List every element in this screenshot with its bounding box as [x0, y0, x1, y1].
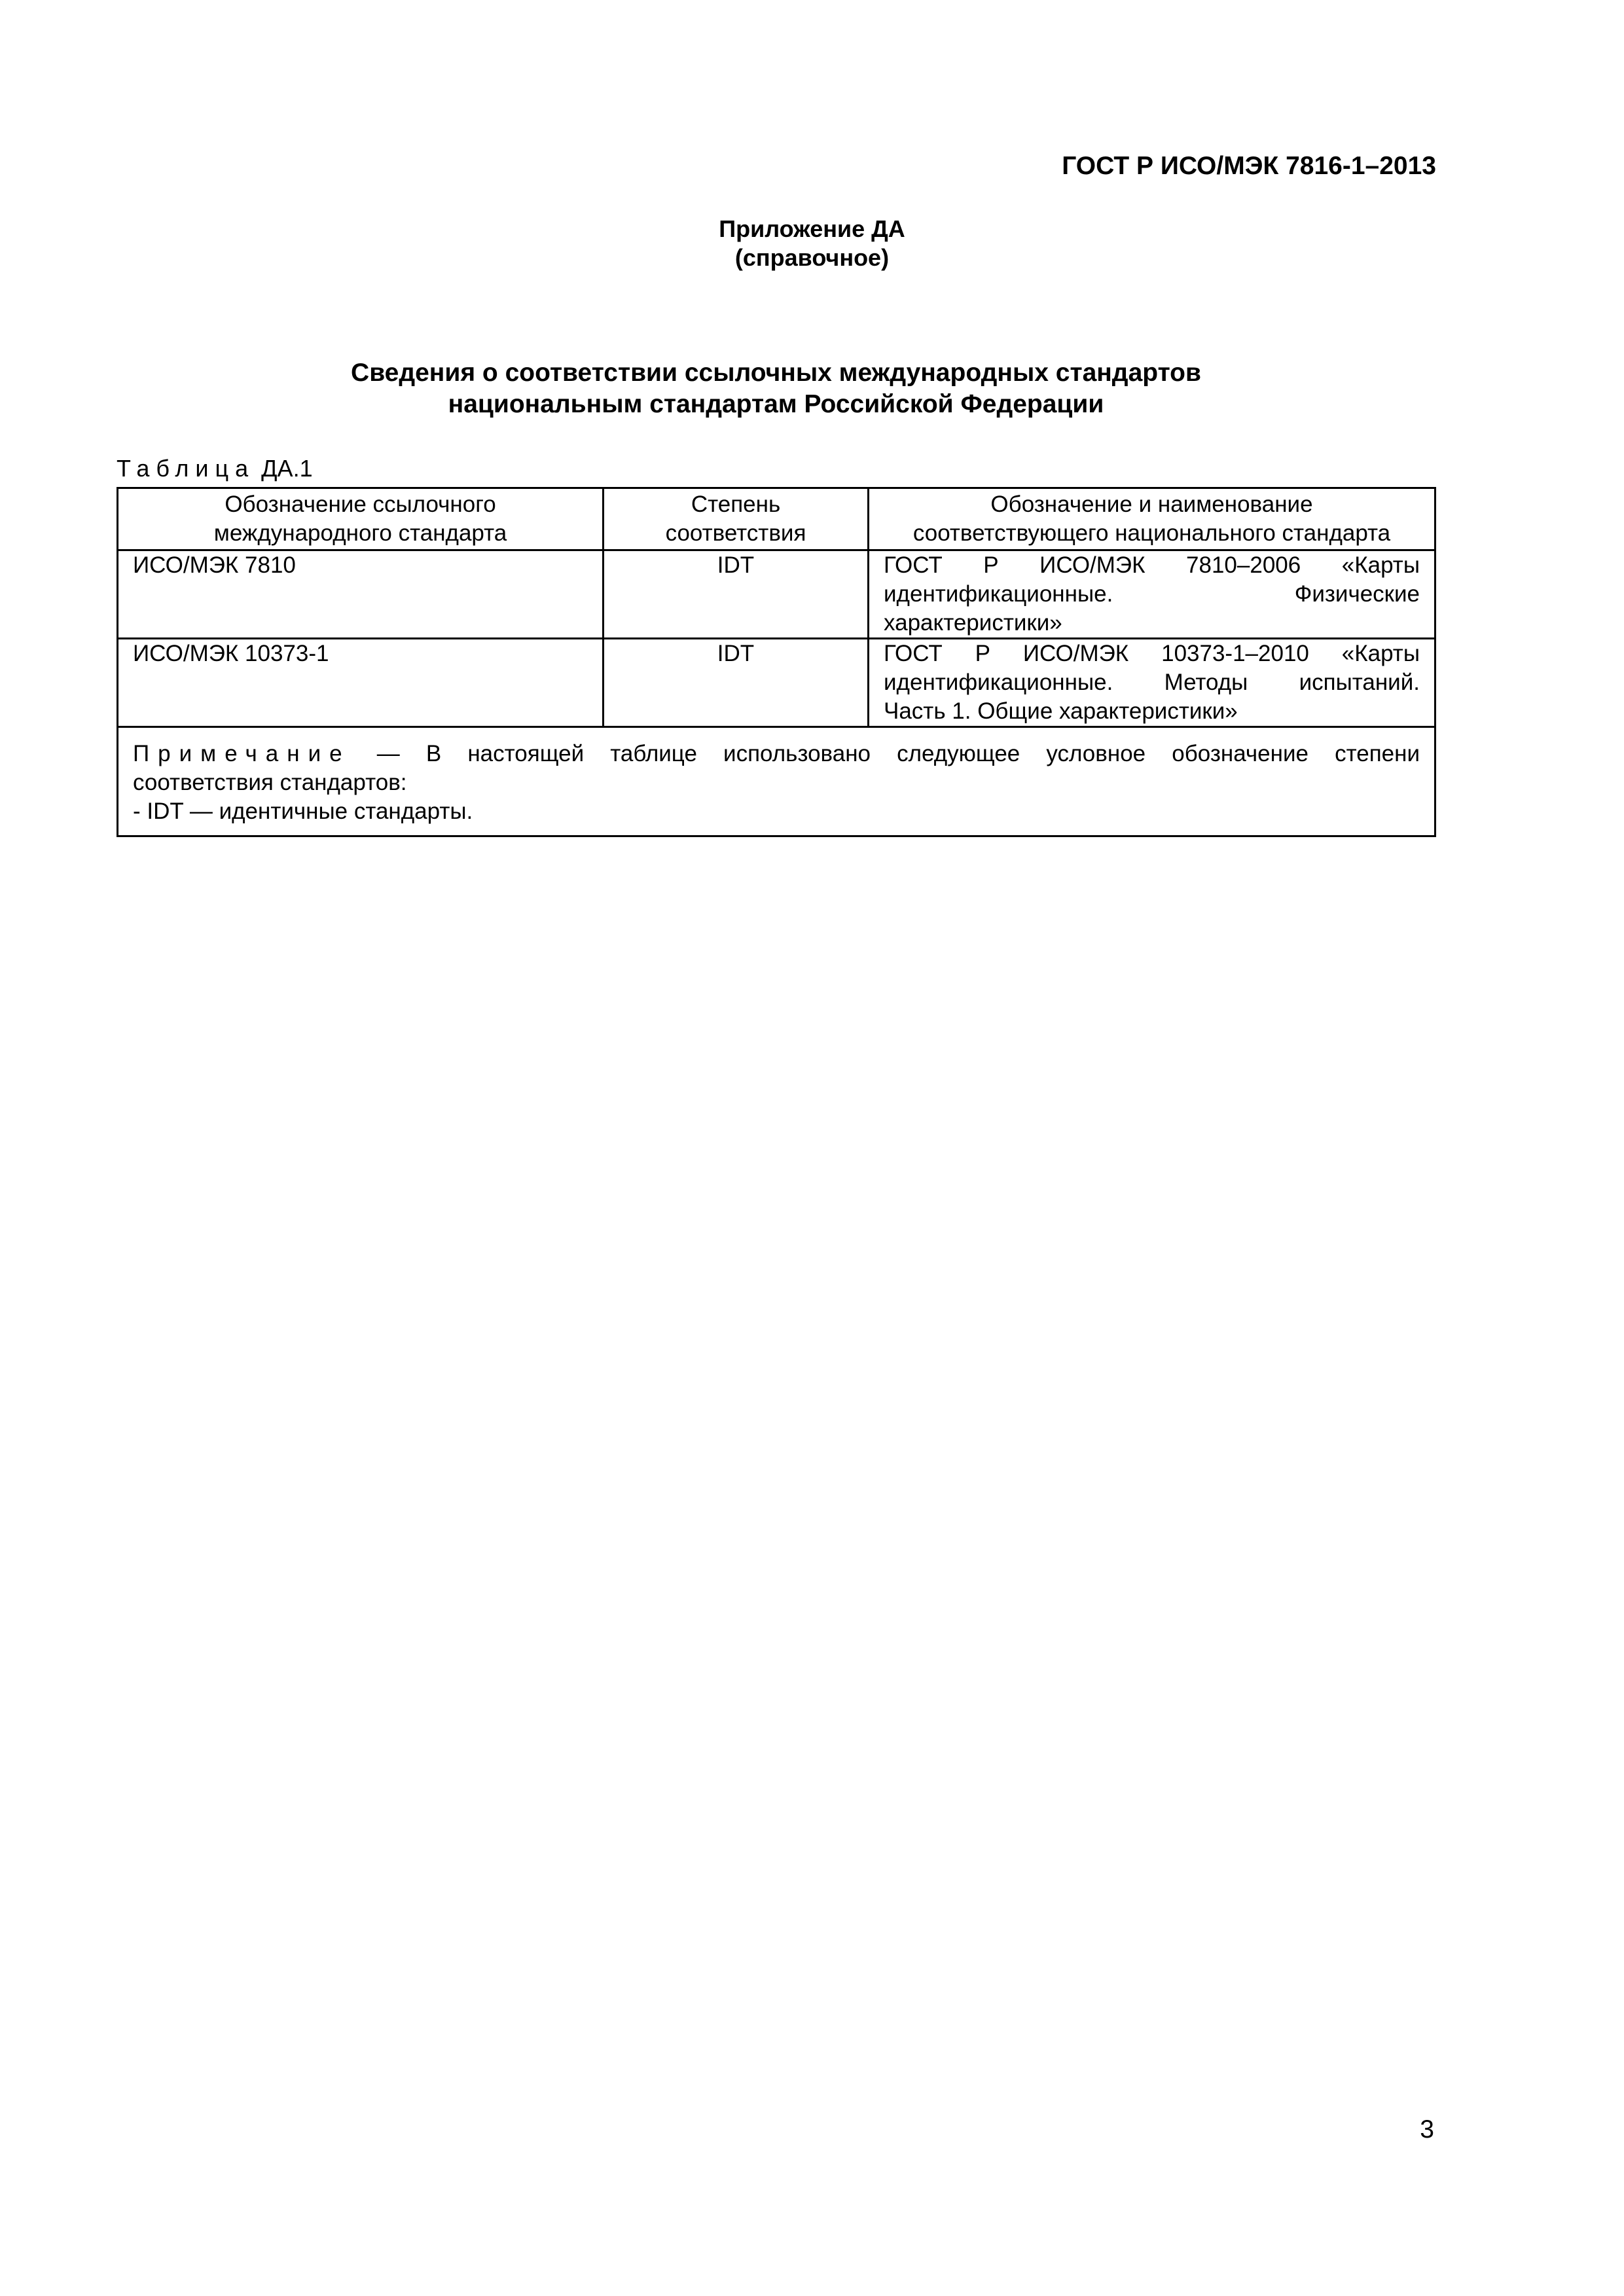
- header-cell-line: Степень: [691, 492, 781, 517]
- note-line-2: соответствия стандартов:: [133, 770, 407, 795]
- cell-national-standard: [869, 550, 1435, 639]
- appendix-title: Приложение ДА: [719, 215, 905, 242]
- page-number: 3: [1420, 2115, 1434, 2144]
- header-cell-line: международного стандарта: [213, 520, 507, 546]
- cell-international-standard: ИСО/МЭК 10373-1: [118, 639, 604, 727]
- cell-line: ГОСТ Р ИСО/МЭК 10373-1–2010 «Карты: [884, 641, 1420, 666]
- header-degree: [604, 488, 869, 550]
- note-line-3: - IDT — идентичные стандарты.: [133, 798, 473, 824]
- note-text: — В настоящей таблице использовано следующее условное обозначение степени: [376, 741, 1420, 766]
- appendix-subtitle: (справочное): [734, 244, 890, 271]
- note-line-1: [133, 740, 1420, 768]
- standards-correspondence-table: [117, 487, 1436, 837]
- table-caption: [117, 454, 313, 483]
- section-heading-line-1: Сведения о соответствии ссылочных международных стандартов: [351, 359, 1201, 387]
- table-header-row: [118, 488, 1435, 550]
- note-label: Примечание: [133, 741, 351, 766]
- cell-line: идентификационные. Методы испытаний.: [884, 670, 1420, 695]
- table-note: [118, 727, 1435, 836]
- cell-national-standard: [869, 639, 1435, 727]
- header-cell-line: Обозначение ссылочного: [225, 492, 496, 517]
- cell-line: Часть 1. Общие характеристики»: [884, 698, 1238, 724]
- cell-international-standard: ИСО/МЭК 7810: [118, 550, 604, 639]
- table-note-row: [118, 727, 1435, 836]
- table-caption-id: ДА.1: [261, 455, 313, 482]
- appendix-heading: [0, 215, 1624, 272]
- header-international-standard: [118, 488, 604, 550]
- header-cell-line: Обозначение и наименование: [990, 492, 1313, 517]
- document-code: ГОСТ Р ИСО/МЭК 7816-1–2013: [1062, 152, 1436, 180]
- table-caption-word: Таблица: [117, 455, 255, 482]
- table-row: [118, 550, 1435, 639]
- header-cell-line: соответствия: [665, 520, 806, 546]
- cell-degree: IDT: [604, 550, 869, 639]
- header-national-standard: [869, 488, 1435, 550]
- cell-line: ГОСТ Р ИСО/МЭК 7810–2006 «Карты: [884, 552, 1420, 578]
- table-row: [118, 639, 1435, 727]
- header-cell-line: соответствующего национального стандарта: [912, 520, 1391, 546]
- cell-line: характеристики»: [884, 610, 1062, 636]
- cell-line: идентификационные. Физические: [884, 581, 1420, 607]
- section-heading: [0, 357, 1552, 420]
- section-heading-line-2: национальным стандартам Российской Федерации: [448, 390, 1104, 418]
- cell-degree: IDT: [604, 639, 869, 727]
